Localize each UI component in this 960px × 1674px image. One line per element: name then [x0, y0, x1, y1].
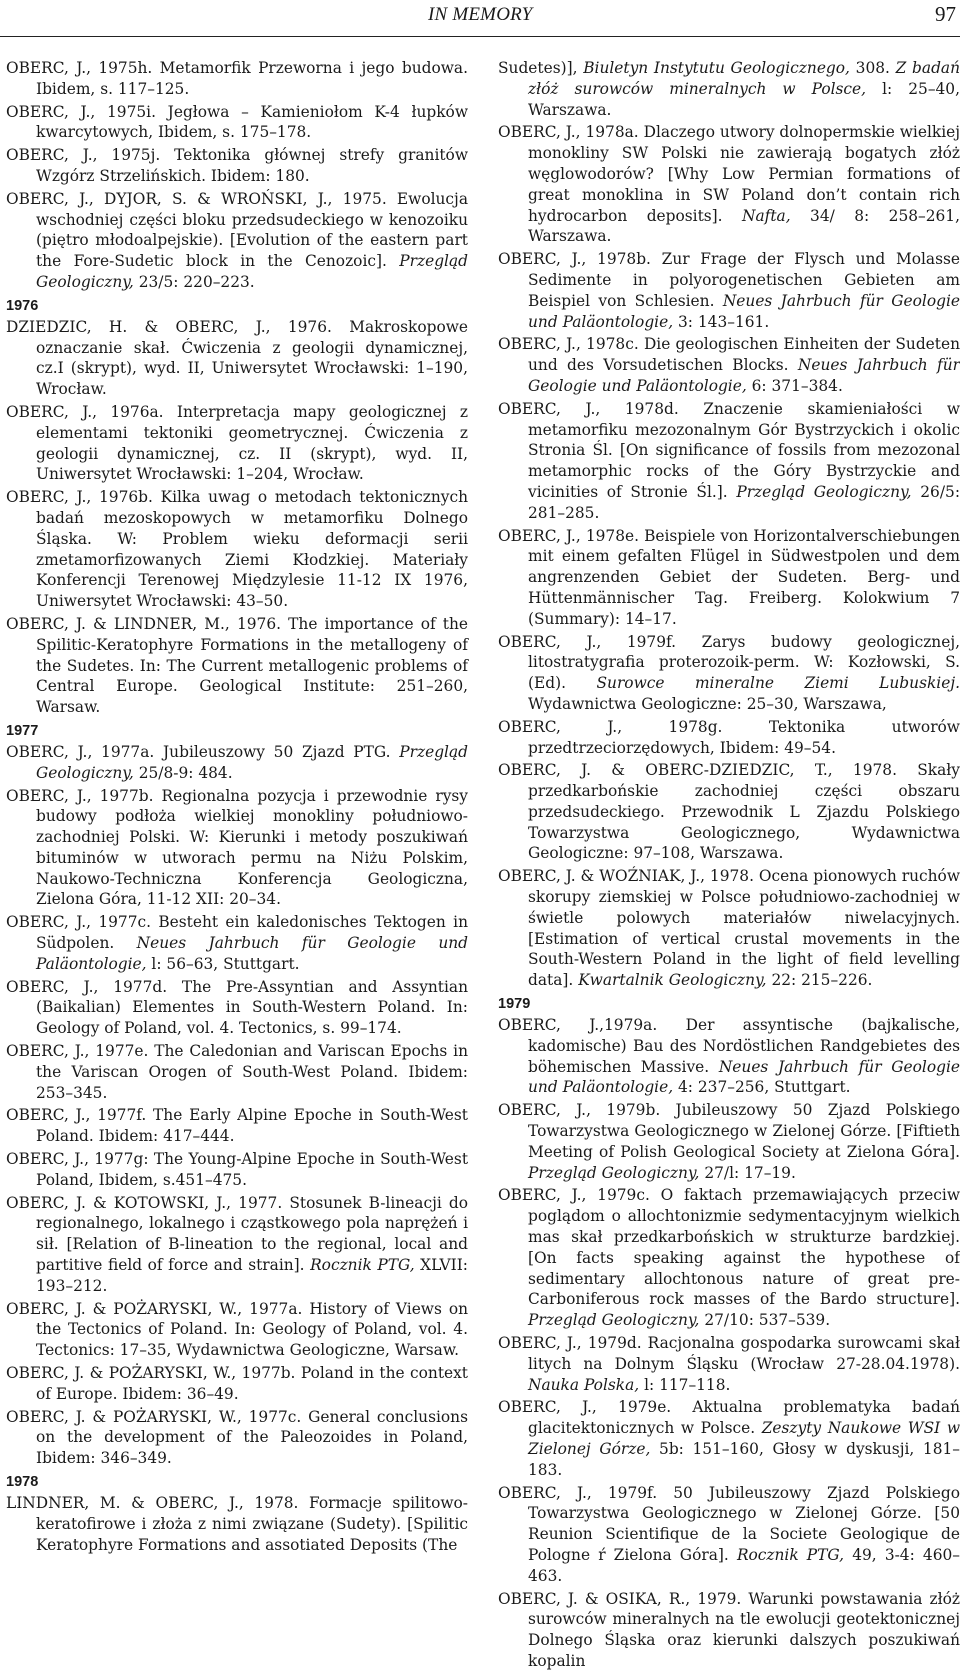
- journal-title: Zeszyty Naukowe WSI w Zielonej Górze,: [528, 1419, 960, 1458]
- bibliography-entry: [6, 402, 468, 485]
- bibliography-entry: [498, 632, 960, 715]
- entry-text: OBERC, J., 1978a. Dlaczego utwory dolnopermskie wielkiej monokliny SW Polski nie zawierają bogatych złóż węglowodorów? [Why Low Permian formations of great monoklina in SW Poland don’t contain rich hydrocarbon deposits].: [498, 123, 960, 225]
- entry-text: l: 56–63, Stuttgart.: [146, 954, 300, 973]
- entry-text: 27/10: 537–539.: [699, 1311, 831, 1330]
- page-number: 97: [935, 2, 956, 26]
- bibliography-entry: [6, 487, 468, 612]
- entry-text: OBERC, J., 1977g: The Young-Alpine Epoche in South-West Poland, Ibidem, s.451–475.: [6, 1150, 468, 1189]
- journal-title: Surowce mineralne Ziemi Lubuskiej.: [596, 674, 960, 693]
- entry-text: 49, 3-4: 460–463.: [528, 1545, 960, 1585]
- bibliography-entry: [498, 1333, 960, 1395]
- bibliography-entry: [6, 786, 468, 911]
- journal-title: Przegląd Geologiczny,: [736, 482, 912, 501]
- year-heading: 1979: [498, 996, 531, 1013]
- bibliography-entry: [498, 399, 960, 524]
- entry-text: OBERC, J., 1979f. Zarys budowy geologicznej, litostratygrafia proterozoik-perm. W: Kozłowski, S. (Ed).: [498, 632, 960, 693]
- bibliography-entry: [6, 1363, 468, 1405]
- entry-text: OBERC, J., 1979c. O faktach przemawiających przeciw poglądom o allochtonizmie sedymentacyjnym wielkich mas skał przedkarbońskich w strukturze bardzkiej. [On facts speaking against the hypothese of sedimentary allochtonous nature of great pre-Carboniferous rock masses of the Bardo structure].: [498, 1186, 960, 1309]
- bibliography-entry: [6, 1493, 468, 1555]
- bibliography-entry: [498, 866, 960, 991]
- journal-title: Neues Jahrbuch für Geologie und Paläontologie,: [528, 1057, 960, 1097]
- bibliography-entry: [498, 1589, 960, 1672]
- bibliography-entry: [498, 334, 960, 396]
- bibliography-entry: [6, 145, 468, 187]
- bibliography-entry: [498, 1397, 960, 1480]
- entry-text: OBERC, J. & WOŹNIAK, J., 1978. Ocena pionowych ruchów skorupy ziemskiej w Polsce południowo-zachodniej w świetle polowych materiałów niwelacyjnych. [Estimation of vertical crustal movements in the South-Western Poland in the light of field levelling data].: [498, 867, 960, 990]
- journal-title: Rocznik PTG,: [310, 1256, 415, 1275]
- year-heading: 1976: [6, 297, 39, 314]
- entry-text: Sudetes)],: [498, 59, 584, 77]
- entry-text: OBERC, J., 1976a. Interpretacja mapy geologicznej z elementami tektoniki geometrycznej. Ćwiczenia z geologii dynamicznej, cz. II (skrypt), wyd. II, Uniwersytet Wrocławski: 1–204, Wrocław.: [6, 402, 468, 484]
- bibliography-entry: [498, 122, 960, 247]
- entry-text: OBERC, J. & POŻARYSKI, W., 1977a. History of Views on the Tectonics of Poland. In: Geology of Poland, vol. 4. Tectonics: 17–35, Wydawnictwa Geologiczne, Warsaw.: [6, 1299, 468, 1360]
- journal-title: Przegląd Geologiczny,: [528, 1311, 700, 1330]
- bibliography-entry: [6, 742, 468, 784]
- entry-text: l: 25–40, Warszawa.: [528, 79, 960, 119]
- entry-text: 34/ 8: 258–261, Warszawa.: [528, 206, 960, 246]
- entry-text: OBERC, J., 1975j. Tektonika głównej strefy granitów Wzgórz Strzelińskich. Ibidem: 180.: [6, 146, 468, 185]
- entry-text: l: 117–118.: [639, 1375, 731, 1394]
- entry-text: OBERC, J., 1977c. Besteht ein kaledonisches Tektogen in Südpolen.: [6, 913, 468, 953]
- entry-text: OBERC, J., 1979e. Aktualna problematyka badań glacitektonicznych w Polsce.: [498, 1398, 960, 1438]
- entry-text: OBERC, J., 1975h. Metamorfik Przeworna i jego budowa. Ibidem, s. 117–125.: [6, 59, 468, 98]
- bibliography-entry: [6, 1105, 468, 1147]
- journal-title: Biuletyn Instytutu Geologicznego,: [583, 59, 850, 77]
- entry-text: OBERC, J., 1979f. 50 Jubileuszowy Zjazd Polskiego Towarzystwa Geologicznego w Zielonej Górze. [50 Reunion Scientifique de la Societe Geologique de Pologne ŕ Zielona Góra].: [498, 1483, 960, 1564]
- bibliography-entry: [498, 249, 960, 332]
- page-header: [0, 0, 960, 37]
- entry-text: 308.: [849, 59, 896, 77]
- entry-text: OBERC, J., 1977f. The Early Alpine Epoche in South-West Poland. Ibidem: 417–444.: [6, 1106, 468, 1146]
- left-column: [6, 58, 468, 1557]
- entry-text: OBERC, J., DYJOR, S. & WROŃSKI, J., 1975. Ewolucja wschodniej części bloku przedsudeckiego w kenozoiku (piętro młodoalpejskie). [Evolution of the eastern part the Fore-Sudetic block in the Cenozoic].: [6, 189, 468, 271]
- journal-title: Nafta,: [742, 206, 791, 225]
- entry-text: OBERC, J., 1977a. Jubileuszowy 50 Zjazd PTG.: [6, 742, 400, 761]
- bibliography-entry: [498, 526, 960, 630]
- entry-text: DZIEDZIC, H. & OBERC, J., 1976. Makroskopowe oznaczanie skał. Ćwiczenia z geologii dynamicznej, cz.I (skrypt), wyd. II, Uniwersytet Wrocławski: 1–190, Wrocław.: [6, 317, 468, 399]
- journal-title: Nauka Polska,: [528, 1375, 640, 1394]
- entry-text: LINDNER, M. & OBERC, J., 1978. Formacje spilitowo-keratofirowe i złoża z nimi związane (Sudety). [Spilitic Keratophyre Formations and assotiated Deposits (The: [6, 1494, 468, 1554]
- bibliography-entry: [6, 1299, 468, 1361]
- journal-title: Z badań złóż surowców mineralnych w Polsce,: [528, 59, 960, 98]
- bibliography-entry: [6, 1193, 468, 1297]
- journal-title: Neues Jahrbuch für Geologie und Paläontologie,: [36, 934, 468, 973]
- entry-text: 22: 215–226.: [766, 971, 873, 990]
- entry-text: OBERC, J., 1977d. The Pre-Assyntian and Assyntian (Baikalian) Elementes in South-Western Poland. In: Geology of Poland, vol. 4. Tectonics, s. 99–174.: [6, 977, 468, 1038]
- entry-text: 25/8-9: 484.: [133, 763, 233, 782]
- entry-text: OBERC, J., 1978g. Tektonika utworów przedtrzeciorzędowych, Ibidem: 49–54.: [498, 717, 960, 757]
- bibliography-entry: [6, 614, 468, 718]
- journal-title: Przegląd Geologiczny,: [36, 742, 468, 782]
- bibliography-entry: [6, 912, 468, 974]
- entry-text: OBERC, J., 1979b. Jubileuszowy 50 Zjazd Polskiego Towarzystwa Geologicznego w Zielonej Górze. [Fiftieth Meeting of Polish Geological Society at Zielona Góra].: [498, 1101, 960, 1161]
- journal-title: Przegląd Geologiczny,: [36, 252, 468, 291]
- bibliography-entry: [498, 1100, 960, 1183]
- entry-text: OBERC, J., 1978e. Beispiele von Horizontalverschiebungen mit einem gefalten Flügel in Südwestpolen und dem angrenzenden Gebiet der Sudeten. Berg- und Hüttenmännischer Tag. Freiberg. Kolokwium 7 (Summary): 14–17.: [498, 526, 960, 628]
- entry-text: OBERC, J., 1978d. Znaczenie skamieniałości w metamorfiku mezozonalnym Gór Bystrzyckich i okolic Stronia Śl. [On significance of fossils from mezozonal metamorphic rocks of the Góry Bystrzyckie and vicinities of Stronie Śl.].: [498, 399, 960, 501]
- bibliography-entry: [498, 760, 960, 864]
- entry-text: OBERC, J. & OSIKA, R., 1979. Warunki powstawania złóż surowców mineralnych na tle ewolucji geotektonicznej Dolnego Śląska oraz kierunki dalszych poszukiwań kopalin: [498, 1589, 960, 1670]
- journal-title: Neues Jahrbuch für Geologie und Paläontologie,: [528, 356, 960, 395]
- journal-title: Rocznik PTG,: [736, 1545, 845, 1564]
- journal-title: Kwartalnik Geologiczny,: [578, 971, 767, 990]
- journal-title: Neues Jahrbuch für Geologie und Paläontologie,: [528, 291, 960, 331]
- bibliography-entry: [498, 1185, 960, 1331]
- right-column: [498, 58, 960, 1674]
- entry-text: 27/l: 17–19.: [699, 1163, 796, 1182]
- entry-text: XLVII: 193–212.: [36, 1256, 468, 1295]
- entry-text: OBERC, J. & KOTOWSKI, J., 1977. Stosunek B-lineacji do regionalnego, lokalnego i cząstkowego pola naprężeń i sił. [Relation of B-lineation to the regional, local and partitive field of force and strain].: [6, 1193, 468, 1275]
- bibliography-entry: [6, 189, 468, 293]
- bibliography-entry: [498, 58, 960, 120]
- entry-text: OBERC, J., 1979d. Racjonalna gospodarka surowcami skał litych na Dolnym Śląsku (Wrocław 27-28.04.1978).: [498, 1334, 960, 1373]
- entry-text: OBERC, J., 1977e. The Caledonian and Variscan Epochs in the Variscan Orogen of South-West Poland. Ibidem: 253–345.: [6, 1042, 468, 1102]
- entry-text: 4: 237–256, Stuttgart.: [673, 1078, 851, 1097]
- bibliography-entry: [498, 717, 960, 759]
- entry-text: OBERC, J. & POŻARYSKI, W., 1977b. Poland in the context of Europe. Ibidem: 36–49.: [6, 1364, 468, 1403]
- bibliography-entry: [498, 1015, 960, 1098]
- bibliography-entry: [6, 1041, 468, 1103]
- entry-text: 26/5: 281–285.: [528, 482, 960, 522]
- entry-text: OBERC, J., 1975i. Jegłowa – Kamieniołom K-4 łupków kwarcytowych, Ibidem, s. 175–178.: [6, 102, 468, 142]
- entry-text: 5b: 151–160, Głosy w dyskusji, 181–183.: [528, 1440, 960, 1479]
- journal-title: Przegląd Geologiczny,: [528, 1163, 700, 1182]
- bibliography-entry: [6, 1407, 468, 1469]
- entry-text: OBERC, J.,1979a. Der assyntische (bajkalische, kadomische) Bau des Nordöstlichen Randgebietes des böhemischen Massive.: [498, 1016, 960, 1076]
- bibliography-entry: [6, 977, 468, 1039]
- entry-text: OBERC, J., 1977b. Regionalna pozycja i przewodnie rysy budowy podłoża wielkiej monokliny południowo-zachodniej Polski. W: Kierunki i metody poszukiwań bituminów w utworach permu na Niżu Polskim, Naukowo-Techniczna Konferencja Geologiczna, Zielona Góra, 11-12 XII: 20–34.: [6, 786, 468, 909]
- bibliography-entry: [498, 1483, 960, 1587]
- entry-text: OBERC, J. & LINDNER, M., 1976. The importance of the Spilitic-Keratophyre Formations in the metallogeny of the Sudetes. In: The Current metallogenic problems of Central Europe. Geological Institute: 251–260, Warsaw.: [6, 614, 468, 717]
- entry-text: 6: 371–384.: [746, 376, 843, 395]
- bibliography-entry: [6, 102, 468, 144]
- year-heading: 1978: [6, 1474, 39, 1490]
- year-heading: 1977: [6, 722, 39, 739]
- bibliography-entry: [6, 317, 468, 400]
- entry-text: 3: 143–161.: [673, 312, 770, 331]
- entry-text: OBERC, J., 1978b. Zur Frage der Flysch und Molasse Sedimente in polyorogenetischen Gebieten am Beispiel von Schlesien.: [498, 250, 960, 310]
- entry-text: OBERC, J. & OBERC-DZIEDZIC, T., 1978. Skały przedkarbońskie zachodniej części obszaru przedsudeckiego. Przewodnik L Zjazdu Polskiego Towarzystwa Geologicznego, Wydawnictwa Geologiczne: 97–108, Warszawa.: [498, 761, 960, 863]
- entry-text: 23/5: 220–223.: [133, 272, 255, 291]
- entry-text: OBERC, J., 1978c. Die geologischen Einheiten der Sudeten und des Vorsudetischen Blocks.: [498, 335, 960, 375]
- entry-text: Wydawnictwa Geologiczne: 25–30, Warszawa,: [528, 694, 887, 713]
- entry-text: OBERC, J., 1976b. Kilka uwag o metodach tektonicznych badań mezoskopowych w metamorfiku Dolnego Śląska. W: Problem wieku deformacji serii zmetamorfizowanych Ziemi Kłodzkiej. Materiały Konferencji Terenowej Międzylesie 11-12 IX 1976, Uniwersytet Wrocławski: 43–50.: [6, 488, 468, 611]
- bibliography-entry: [6, 1149, 468, 1191]
- running-title: IN MEMORY: [428, 4, 533, 25]
- bibliography-entry: [6, 58, 468, 100]
- entry-text: OBERC, J. & POŻARYSKI, W., 1977c. General conclusions on the development of the Paleozoides in Poland, Ibidem: 346–349.: [6, 1407, 468, 1468]
